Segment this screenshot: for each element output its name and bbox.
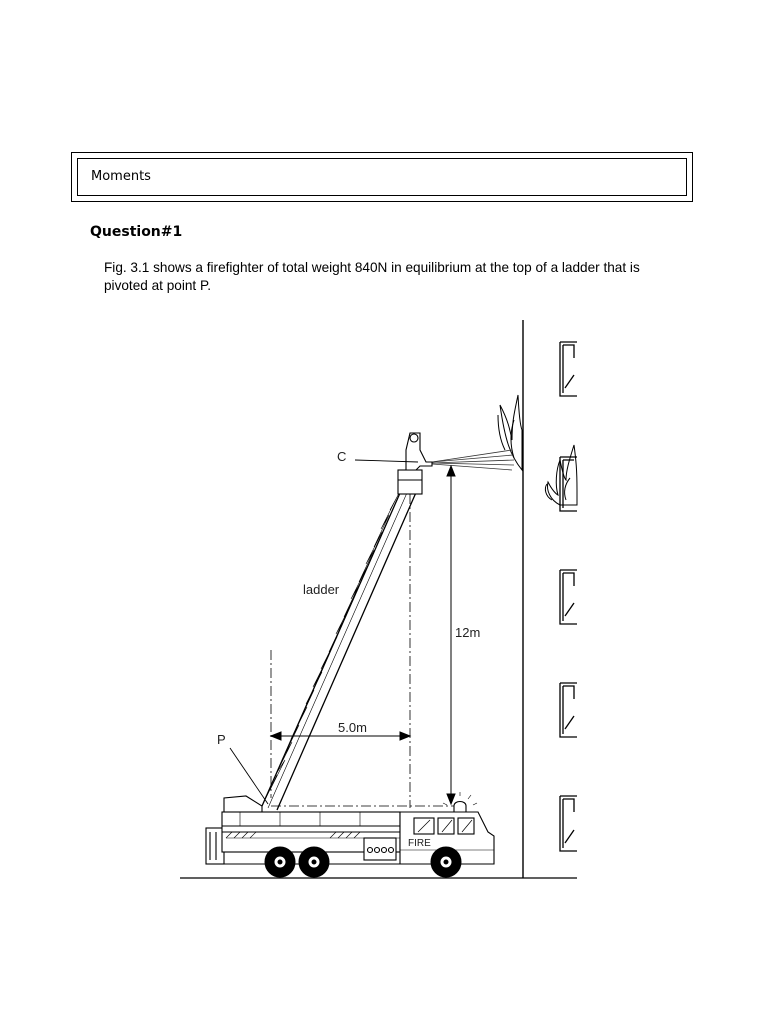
label-ladder: ladder bbox=[303, 582, 340, 597]
wheel bbox=[431, 847, 461, 877]
label-c: C bbox=[337, 449, 347, 464]
truck-fire-label: FIRE bbox=[408, 838, 431, 849]
water-jet bbox=[432, 450, 514, 470]
question-text-line-2: pivoted at point P. bbox=[104, 278, 212, 293]
label-p: P bbox=[217, 732, 226, 747]
height-arrow bbox=[447, 466, 455, 804]
ladder bbox=[262, 484, 418, 810]
wheel bbox=[299, 847, 329, 877]
window bbox=[560, 683, 577, 737]
window bbox=[560, 342, 577, 396]
firefighter-icon bbox=[398, 433, 432, 494]
question-text-line-1: Fig. 3.1 shows a firefighter of total weight 840N in equilibrium at the top of a ladder that is bbox=[104, 260, 640, 275]
question-heading: Question#1 bbox=[90, 224, 183, 240]
window bbox=[560, 570, 577, 624]
label-height: 12m bbox=[455, 625, 481, 640]
window bbox=[560, 796, 577, 851]
label-distance: 5.0m bbox=[338, 720, 367, 735]
windows bbox=[560, 342, 577, 851]
wheel bbox=[265, 847, 295, 877]
topic-title: Moments bbox=[91, 169, 151, 184]
pointer-p bbox=[230, 748, 268, 804]
